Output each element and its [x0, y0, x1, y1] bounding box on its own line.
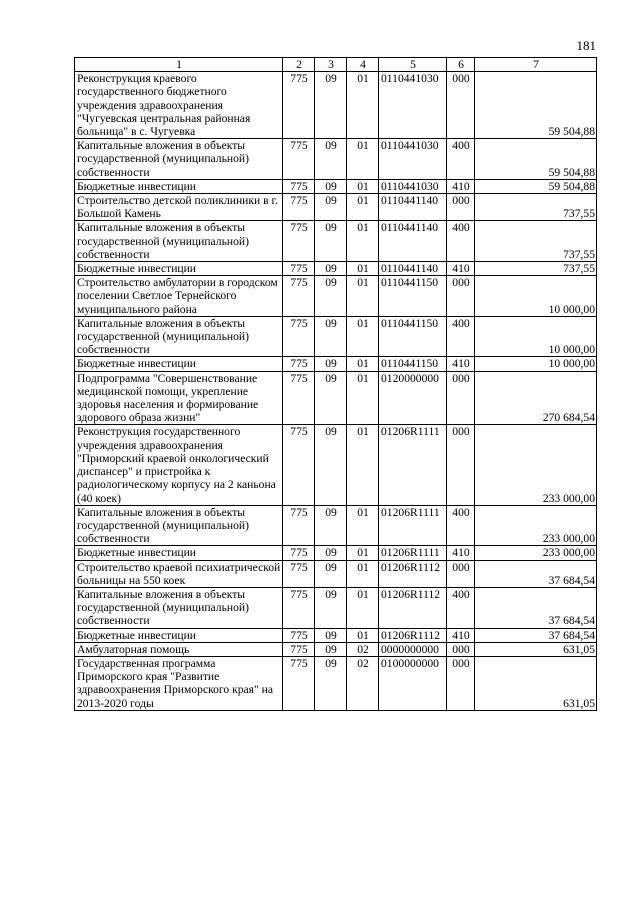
row-amount-cell: 59 504,88 — [475, 179, 597, 193]
table-row — [75, 262, 597, 276]
table-row — [75, 221, 597, 262]
row-expense-type-cell: 410 — [447, 546, 475, 560]
header-cell-5: 5 — [379, 58, 447, 72]
row-expense-type-cell: 410 — [447, 357, 475, 371]
table-row — [75, 316, 597, 357]
row-section-cell: 09 — [315, 546, 347, 560]
row-name-cell: Бюджетные инвестиции — [75, 262, 283, 276]
row-expense-type-cell: 000 — [447, 194, 475, 221]
row-expense-type-cell: 410 — [447, 628, 475, 642]
row-section-cell: 09 — [315, 139, 347, 180]
row-target-article-cell: 0110441030 — [379, 179, 447, 193]
table-row — [75, 179, 597, 193]
row-subsection-cell: 01 — [347, 179, 379, 193]
row-admin-code-cell: 775 — [283, 546, 315, 560]
row-name-cell: Государственная программа Приморского края "Развитие здравоохранения Приморского края" на 2013-2020 годы — [75, 656, 283, 710]
row-subsection-cell: 01 — [347, 316, 379, 357]
row-amount-cell: 233 000,00 — [475, 546, 597, 560]
row-subsection-cell: 01 — [347, 357, 379, 371]
row-expense-type-cell: 000 — [447, 276, 475, 317]
table-row — [75, 357, 597, 371]
row-amount-cell: 59 504,88 — [475, 72, 597, 139]
row-section-cell: 09 — [315, 642, 347, 656]
row-name-cell: Реконструкция краевого государственного бюджетного учреждения здравоохранения "Чугуевская центральная районная больница" в с. Чугуевка — [75, 72, 283, 139]
row-admin-code-cell: 775 — [283, 357, 315, 371]
row-admin-code-cell: 775 — [283, 194, 315, 221]
row-admin-code-cell: 775 — [283, 316, 315, 357]
row-target-article-cell: 0110441030 — [379, 72, 447, 139]
row-section-cell: 09 — [315, 221, 347, 262]
row-subsection-cell: 01 — [347, 194, 379, 221]
row-expense-type-cell: 400 — [447, 139, 475, 180]
row-section-cell: 09 — [315, 262, 347, 276]
row-name-cell: Капитальные вложения в объекты государственной (муниципальной) собственности — [75, 587, 283, 628]
row-subsection-cell: 01 — [347, 505, 379, 546]
row-subsection-cell: 01 — [347, 262, 379, 276]
row-amount-cell: 233 000,00 — [475, 425, 597, 505]
row-subsection-cell: 01 — [347, 371, 379, 425]
row-amount-cell: 59 504,88 — [475, 139, 597, 180]
row-target-article-cell: 0000000000 — [379, 642, 447, 656]
row-expense-type-cell: 000 — [447, 656, 475, 710]
row-subsection-cell: 01 — [347, 139, 379, 180]
row-target-article-cell: 01206R1112 — [379, 587, 447, 628]
row-name-cell: Амбулаторная помощь — [75, 642, 283, 656]
row-admin-code-cell: 775 — [283, 371, 315, 425]
table-row — [75, 194, 597, 221]
row-target-article-cell: 0110441150 — [379, 357, 447, 371]
row-admin-code-cell: 775 — [283, 221, 315, 262]
header-cell-6: 6 — [447, 58, 475, 72]
row-target-article-cell: 01206R1111 — [379, 425, 447, 505]
row-name-cell: Строительство детской поликлиники в г. Большой Камень — [75, 194, 283, 221]
row-name-cell: Капитальные вложения в объекты государственной (муниципальной) собственности — [75, 139, 283, 180]
row-name-cell: Реконструкция государственного учреждения здравоохранения "Приморский краевой онкологический диспансер" и пристройка к радиологическому корпусу на 2 каньона (40 коек) — [75, 425, 283, 505]
row-admin-code-cell: 775 — [283, 276, 315, 317]
row-admin-code-cell: 775 — [283, 656, 315, 710]
header-row — [75, 58, 597, 72]
table-row — [75, 276, 597, 317]
row-expense-type-cell: 400 — [447, 221, 475, 262]
row-expense-type-cell: 400 — [447, 316, 475, 357]
row-section-cell: 09 — [315, 371, 347, 425]
row-expense-type-cell: 000 — [447, 560, 475, 587]
row-target-article-cell: 0110441030 — [379, 139, 447, 180]
row-target-article-cell: 01206R1112 — [379, 628, 447, 642]
row-section-cell: 09 — [315, 276, 347, 317]
row-admin-code-cell: 775 — [283, 642, 315, 656]
row-target-article-cell: 0110441150 — [379, 276, 447, 317]
row-name-cell: Подпрограмма "Совершенствование медицинской помощи, укрепление здоровья населения и формирование здорового образа жизни" — [75, 371, 283, 425]
row-amount-cell: 10 000,00 — [475, 357, 597, 371]
budget-table — [74, 57, 597, 711]
row-target-article-cell: 01206R1111 — [379, 505, 447, 546]
row-expense-type-cell: 000 — [447, 371, 475, 425]
row-admin-code-cell: 775 — [283, 505, 315, 546]
row-name-cell: Бюджетные инвестиции — [75, 357, 283, 371]
table-row — [75, 628, 597, 642]
row-subsection-cell: 01 — [347, 587, 379, 628]
row-subsection-cell: 01 — [347, 221, 379, 262]
row-expense-type-cell: 000 — [447, 72, 475, 139]
row-name-cell: Капитальные вложения в объекты государственной (муниципальной) собственности — [75, 316, 283, 357]
row-section-cell: 09 — [315, 425, 347, 505]
row-amount-cell: 10 000,00 — [475, 276, 597, 317]
row-admin-code-cell: 775 — [283, 179, 315, 193]
row-subsection-cell: 01 — [347, 72, 379, 139]
table-row — [75, 371, 597, 425]
table-row — [75, 72, 597, 139]
row-amount-cell: 631,05 — [475, 656, 597, 710]
row-section-cell: 09 — [315, 656, 347, 710]
row-admin-code-cell: 775 — [283, 587, 315, 628]
row-amount-cell: 233 000,00 — [475, 505, 597, 546]
table-row — [75, 425, 597, 505]
row-subsection-cell: 02 — [347, 656, 379, 710]
header-cell-2: 2 — [283, 58, 315, 72]
row-name-cell: Капитальные вложения в объекты государственной (муниципальной) собственности — [75, 221, 283, 262]
row-subsection-cell: 01 — [347, 628, 379, 642]
table-row — [75, 505, 597, 546]
row-target-article-cell: 0120000000 — [379, 371, 447, 425]
row-name-cell: Бюджетные инвестиции — [75, 628, 283, 642]
row-amount-cell: 737,55 — [475, 194, 597, 221]
row-section-cell: 09 — [315, 505, 347, 546]
row-section-cell: 09 — [315, 628, 347, 642]
table-row — [75, 656, 597, 710]
header-cell-4: 4 — [347, 58, 379, 72]
row-amount-cell: 631,05 — [475, 642, 597, 656]
row-section-cell: 09 — [315, 179, 347, 193]
table-row — [75, 642, 597, 656]
row-admin-code-cell: 775 — [283, 139, 315, 180]
table-row — [75, 546, 597, 560]
row-name-cell: Бюджетные инвестиции — [75, 546, 283, 560]
row-target-article-cell: 0110441140 — [379, 194, 447, 221]
row-expense-type-cell: 400 — [447, 587, 475, 628]
row-subsection-cell: 01 — [347, 560, 379, 587]
table-row — [75, 139, 597, 180]
row-target-article-cell: 01206R1112 — [379, 560, 447, 587]
row-section-cell: 09 — [315, 194, 347, 221]
row-section-cell: 09 — [315, 587, 347, 628]
row-section-cell: 09 — [315, 357, 347, 371]
row-amount-cell: 37 684,54 — [475, 628, 597, 642]
row-expense-type-cell: 400 — [447, 505, 475, 546]
header-cell-1: 1 — [75, 58, 283, 72]
row-target-article-cell: 0110441150 — [379, 316, 447, 357]
row-amount-cell: 37 684,54 — [475, 560, 597, 587]
row-subsection-cell: 01 — [347, 276, 379, 317]
row-section-cell: 09 — [315, 72, 347, 139]
page-number: 181 — [576, 38, 596, 53]
row-admin-code-cell: 775 — [283, 425, 315, 505]
table-row — [75, 560, 597, 587]
row-expense-type-cell: 410 — [447, 179, 475, 193]
row-section-cell: 09 — [315, 560, 347, 587]
row-amount-cell: 737,55 — [475, 221, 597, 262]
header-cell-3: 3 — [315, 58, 347, 72]
row-admin-code-cell: 775 — [283, 560, 315, 587]
row-admin-code-cell: 775 — [283, 628, 315, 642]
row-name-cell: Строительство амбулатории в городском поселении Светлое Тернейского муниципального района — [75, 276, 283, 317]
row-subsection-cell: 01 — [347, 546, 379, 560]
row-amount-cell: 737,55 — [475, 262, 597, 276]
row-subsection-cell: 02 — [347, 642, 379, 656]
row-name-cell: Капитальные вложения в объекты государственной (муниципальной) собственности — [75, 505, 283, 546]
row-amount-cell: 270 684,54 — [475, 371, 597, 425]
row-section-cell: 09 — [315, 316, 347, 357]
row-expense-type-cell: 410 — [447, 262, 475, 276]
row-subsection-cell: 01 — [347, 425, 379, 505]
row-target-article-cell: 0100000000 — [379, 656, 447, 710]
header-cell-7: 7 — [475, 58, 597, 72]
row-expense-type-cell: 000 — [447, 425, 475, 505]
row-target-article-cell: 0110441140 — [379, 221, 447, 262]
row-amount-cell: 37 684,54 — [475, 587, 597, 628]
row-target-article-cell: 0110441140 — [379, 262, 447, 276]
row-name-cell: Бюджетные инвестиции — [75, 179, 283, 193]
row-target-article-cell: 01206R1111 — [379, 546, 447, 560]
table-row — [75, 587, 597, 628]
row-name-cell: Строительство краевой психиатрической больницы на 550 коек — [75, 560, 283, 587]
row-admin-code-cell: 775 — [283, 72, 315, 139]
row-expense-type-cell: 000 — [447, 642, 475, 656]
row-amount-cell: 10 000,00 — [475, 316, 597, 357]
row-admin-code-cell: 775 — [283, 262, 315, 276]
